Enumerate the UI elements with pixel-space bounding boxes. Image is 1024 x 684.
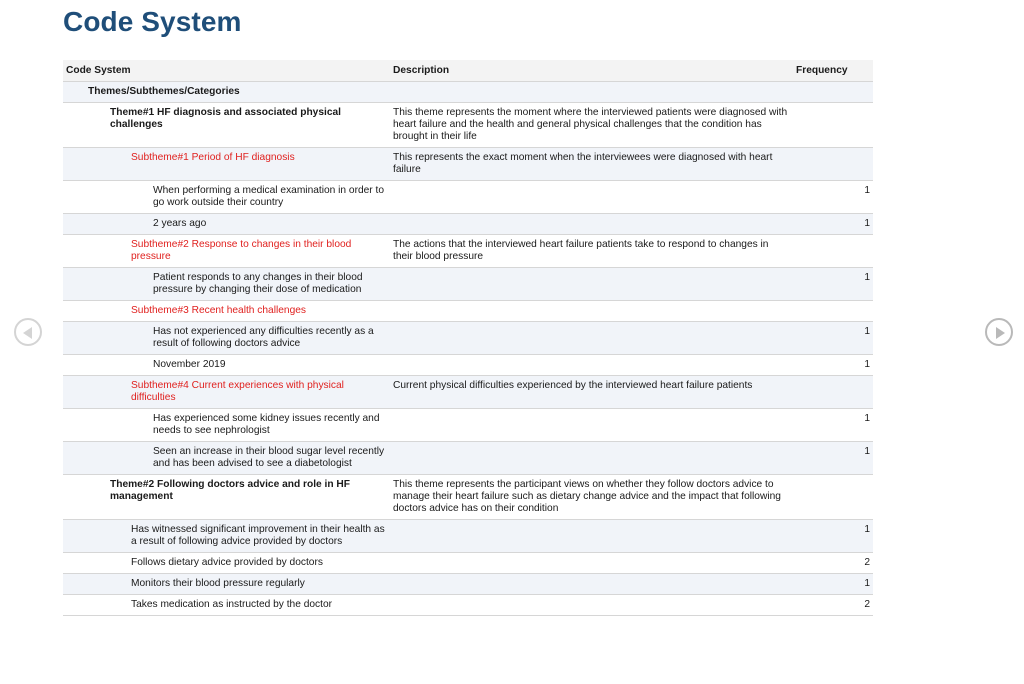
frequency-cell: 1 [793, 214, 873, 235]
description-cell [390, 409, 793, 442]
description-cell [390, 82, 793, 103]
code-cell: Theme#1 HF diagnosis and associated physical challenges [63, 103, 390, 148]
table-row [63, 148, 873, 181]
frequency-cell: 1 [793, 355, 873, 376]
table-row [63, 409, 873, 442]
code-cell: When performing a medical examination in order to go work outside their country [63, 181, 390, 214]
header-code-system: Code System [63, 60, 390, 82]
header-frequency: Frequency [793, 60, 873, 82]
frequency-cell: 1 [793, 442, 873, 475]
frequency-cell: 1 [793, 574, 873, 595]
description-cell: The actions that the interviewed heart failure patients take to respond to changes in their blood pressure [390, 235, 793, 268]
frequency-cell: 2 [793, 553, 873, 574]
frequency-cell: 2 [793, 595, 873, 616]
code-cell: Subtheme#4 Current experiences with physical difficulties [63, 376, 390, 409]
table-row [63, 214, 873, 235]
code-cell: Takes medication as instructed by the doctor [63, 595, 390, 616]
table-row [63, 376, 873, 409]
description-cell [390, 214, 793, 235]
frequency-cell [793, 82, 873, 103]
code-cell: Subtheme#3 Recent health challenges [63, 301, 390, 322]
code-cell: Follows dietary advice provided by doctors [63, 553, 390, 574]
frequency-cell: 1 [793, 520, 873, 553]
frequency-cell [793, 103, 873, 148]
description-cell [390, 574, 793, 595]
description-cell [390, 355, 793, 376]
code-system-table [63, 60, 873, 616]
frequency-cell [793, 235, 873, 268]
code-cell: Subtheme#1 Period of HF diagnosis [63, 148, 390, 181]
code-cell: November 2019 [63, 355, 390, 376]
code-cell: Subtheme#2 Response to changes in their blood pressure [63, 235, 390, 268]
table-row [63, 301, 873, 322]
code-cell: Theme#2 Following doctors advice and role in HF management [63, 475, 390, 520]
table-row [63, 553, 873, 574]
page-title: Code System [63, 6, 242, 37]
code-cell: Has witnessed significant improvement in their health as a result of following advice provided by doctors [63, 520, 390, 553]
frequency-cell [793, 301, 873, 322]
frequency-cell: 1 [793, 268, 873, 301]
description-cell: This represents the exact moment when the interviewees were diagnosed with heart failure [390, 148, 793, 181]
table-row [63, 595, 873, 616]
table-row [63, 475, 873, 520]
description-cell [390, 322, 793, 355]
code-cell: Patient responds to any changes in their blood pressure by changing their dose of medication [63, 268, 390, 301]
table-row [63, 442, 873, 475]
code-cell: Seen an increase in their blood sugar level recently and has been advised to see a diabetologist [63, 442, 390, 475]
description-cell [390, 268, 793, 301]
description-cell [390, 553, 793, 574]
description-cell [390, 301, 793, 322]
table-row [63, 355, 873, 376]
frequency-cell: 1 [793, 409, 873, 442]
table-header-row [63, 60, 873, 82]
code-cell: Has experienced some kidney issues recently and needs to see nephrologist [63, 409, 390, 442]
play-left-icon [23, 327, 32, 339]
table-row [63, 268, 873, 301]
description-cell [390, 442, 793, 475]
frequency-cell [793, 475, 873, 520]
header-description: Description [390, 60, 793, 82]
table-row [63, 181, 873, 214]
description-cell [390, 181, 793, 214]
description-cell: This theme represents the moment where the interviewed patients were diagnosed with heart failure and the health and general physical challenges that the condition has brought in their life [390, 103, 793, 148]
table-row [63, 322, 873, 355]
code-cell: 2 years ago [63, 214, 390, 235]
table-row [63, 235, 873, 268]
code-cell: Themes/Subthemes/Categories [63, 82, 390, 103]
frequency-cell [793, 148, 873, 181]
table-row [63, 574, 873, 595]
description-cell: Current physical difficulties experienced by the interviewed heart failure patients [390, 376, 793, 409]
frequency-cell: 1 [793, 181, 873, 214]
code-cell: Has not experienced any difficulties recently as a result of following doctors advice [63, 322, 390, 355]
frequency-cell [793, 376, 873, 409]
frequency-cell: 1 [793, 322, 873, 355]
play-right-icon [996, 327, 1005, 339]
table-row [63, 82, 873, 103]
description-cell: This theme represents the participant views on whether they follow doctors advice to manage their heart failure such as dietary change advice and the impact that following doctors advice has on their condition [390, 475, 793, 520]
description-cell [390, 595, 793, 616]
code-cell: Monitors their blood pressure regularly [63, 574, 390, 595]
next-slide-button[interactable] [985, 318, 1013, 346]
table-row [63, 520, 873, 553]
previous-slide-button[interactable] [14, 318, 42, 346]
table-row [63, 103, 873, 148]
description-cell [390, 520, 793, 553]
